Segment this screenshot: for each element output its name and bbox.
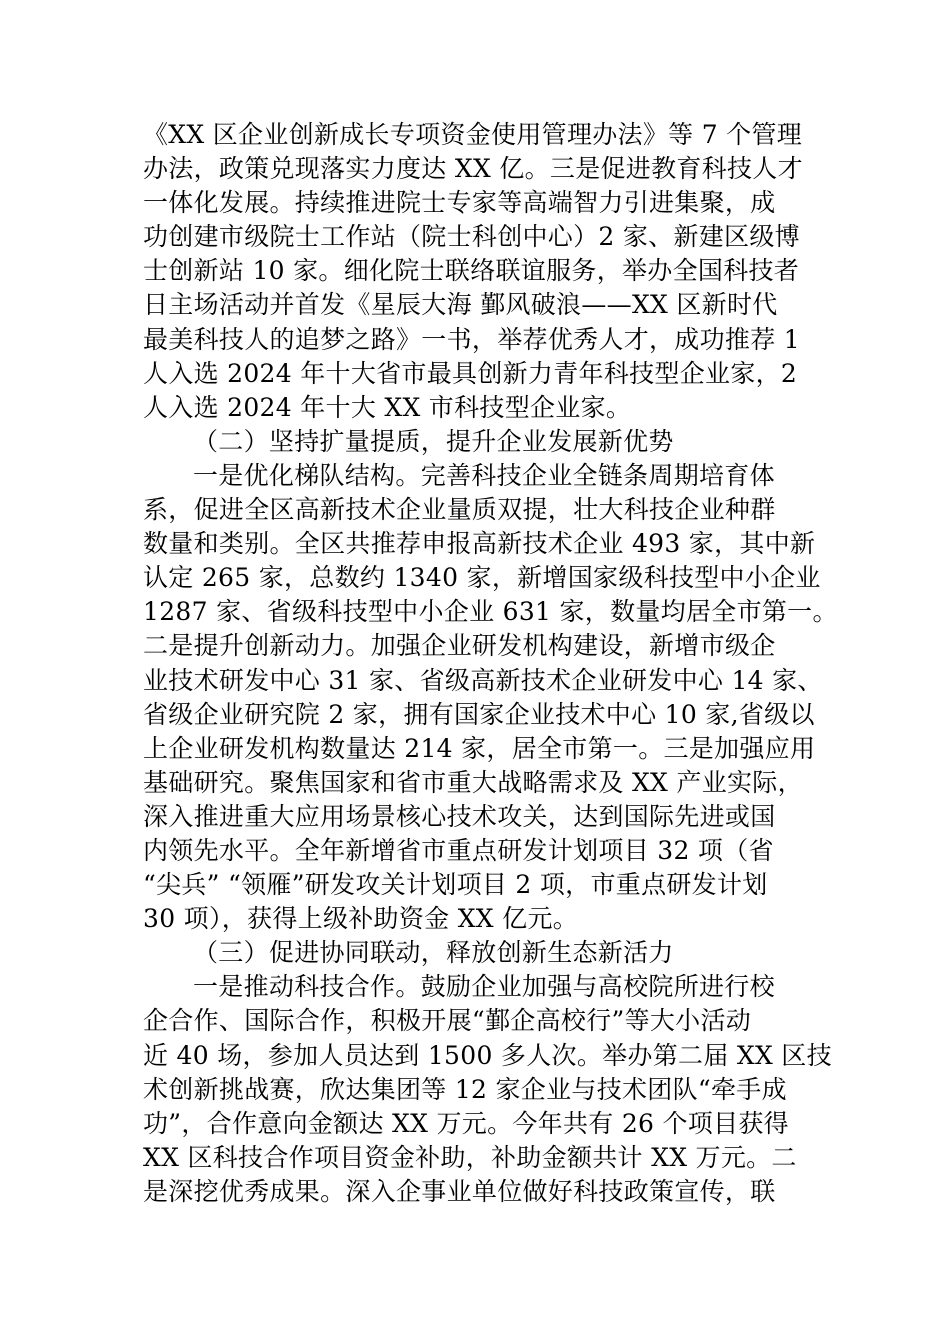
text-line: 基础研究。聚焦国家和省市重大战略需求及 XX 产业实际， <box>143 767 803 797</box>
document-body <box>143 118 838 1209</box>
text-line: 企合作、国际合作，积极开展“鄞企高校行”等大小活动 <box>143 1006 752 1036</box>
text-line: （三）促进协同联动，释放创新生态新活力 <box>193 938 674 968</box>
text-line: 办法，政策兑现落实力度达 XX 亿。三是促进教育科技人才 <box>143 154 803 184</box>
text-line: XX 区科技合作项目资金补助，补助金额共计 XX 万元。二 <box>143 1142 797 1172</box>
text-line: 《XX 区企业创新成长专项资金使用管理办法》等 7 个管理 <box>143 120 803 149</box>
text-line: 最美科技人的追梦之路》一书，举荐优秀人才，成功推荐 1 <box>143 324 800 354</box>
text-line: 深入推进重大应用场景核心技术攻关，达到国际先进或国 <box>143 801 776 831</box>
text-line: 内领先水平。全年新增省市重点研发计划项目 32 项（省 <box>143 835 774 865</box>
text-line: 功创建市级院士工作站（院士科创中心）2 家、新建区级博 <box>143 222 800 252</box>
text-line: 术创新挑战赛，欣达集团等 12 家企业与技术团队“牵手成 <box>143 1074 787 1104</box>
text-line: 近 40 场，参加人员达到 1500 多人次。举办第二届 XX 区技 <box>143 1040 832 1070</box>
text-line: 1287 家、省级科技型中小企业 631 家，数量均居全市第一。 <box>143 597 838 627</box>
text-line: 人入选 2024 年十大 XX 市科技型企业家。 <box>143 392 632 422</box>
text-line: 士创新站 10 家。细化院士联络联谊服务，举办全国科技者 <box>143 256 800 286</box>
text-line: 认定 265 家，总数约 1340 家，新增国家级科技型中小企业 <box>143 563 821 593</box>
text-line: 30 项），获得上级补助资金 XX 亿元。 <box>143 904 579 934</box>
text-line: 一体化发展。持续推进院士专家等高端智力引进集聚，成 <box>143 188 776 218</box>
text-line: 功”，合作意向金额达 XX 万元。今年共有 26 个项目获得 <box>143 1108 789 1138</box>
text-line: 业技术研发中心 31 家、省级高新技术企业研发中心 14 家、 <box>143 665 823 695</box>
text-line: 上企业研发机构数量达 214 家，居全市第一。三是加强应用 <box>143 733 816 763</box>
text-line: 一是推动科技合作。鼓励企业加强与高校院所进行校 <box>193 972 775 1002</box>
text-line: （二）坚持扩量提质，提升企业发展新优势 <box>193 426 674 456</box>
text-line: 二是提升创新动力。加强企业研发机构建设，新增市级企 <box>143 631 776 661</box>
text-line: 日主场活动并首发《星辰大海 鄞风破浪——XX 区新时代 <box>143 290 778 320</box>
text-line: 人入选 2024 年十大省市最具创新力青年科技型企业家，2 <box>143 358 798 388</box>
text-line: 一是优化梯队结构。完善科技企业全链条周期培育体 <box>193 460 775 490</box>
text-line: 省级企业研究院 2 家，拥有国家企业技术中心 10 家,省级以 <box>143 699 815 729</box>
text-line: 数量和类别。全区共推荐申报高新技术企业 493 家，其中新 <box>143 529 816 559</box>
text-line: 系，促进全区高新技术企业量质双提，壮大科技企业种群 <box>143 495 776 525</box>
text-line: 是深挖优秀成果。深入企事业单位做好科技政策宣传，联 <box>143 1176 776 1206</box>
text-line: “尖兵” “领雁”研发攻关计划项目 2 项，市重点研发计划 <box>143 870 768 900</box>
